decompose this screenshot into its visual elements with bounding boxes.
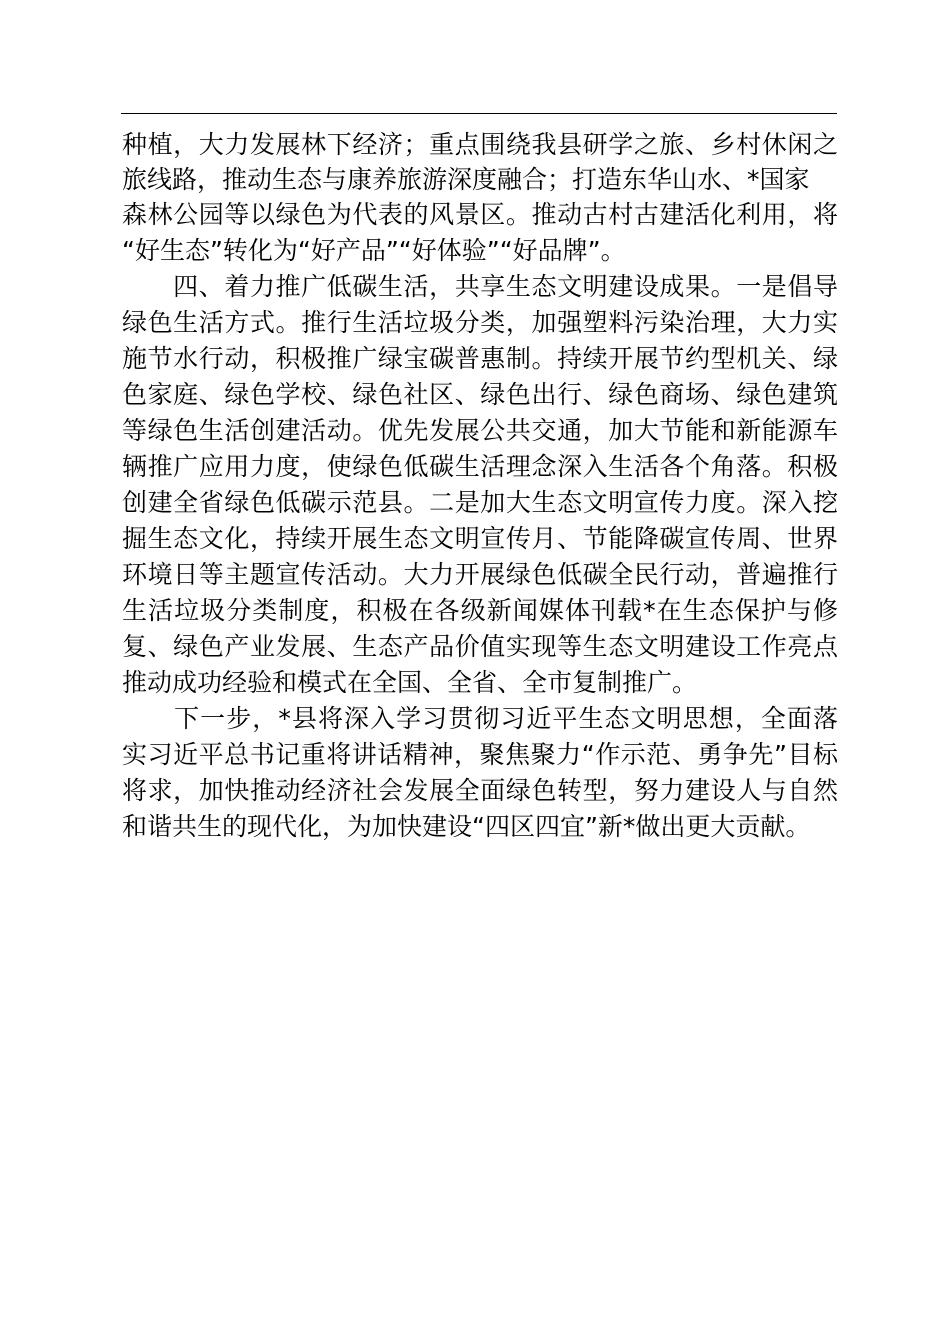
- header-rule: [121, 113, 837, 114]
- body-line: 掘生态文化，持续开展生态文明宣传月、节能降碳宣传周、世界: [122, 524, 838, 553]
- body-line: 环境日等主题宣传活动。大力开展绿色低碳全民行动，普遍推行: [122, 560, 838, 589]
- body-line: 色家庭、绿色学校、绿色社区、绿色出行、绿色商场、绿色建筑: [122, 380, 838, 409]
- body-line: 生活垃圾分类制度，积极在各级新闻媒体刊载*在生态保护与修: [122, 596, 838, 625]
- body-line: 森林公园等以绿色为代表的风景区。推动古村古建活化利用，将: [122, 200, 838, 229]
- body-line: 创建全省绿色低碳示范县。二是加大生态文明宣传力度。深入挖: [122, 488, 838, 517]
- body-line: 推动成功经验和模式在全国、全省、全市复制推广。: [122, 668, 698, 697]
- body-line: 复、绿色产业发展、生态产品价值实现等生态文明建设工作亮点: [122, 632, 838, 661]
- body-line: 等绿色生活创建活动。优先发展公共交通，加大节能和新能源车: [122, 416, 838, 445]
- body-line: 四、着力推广低碳生活，共享生态文明建设成果。一是倡导: [122, 272, 838, 301]
- body-line: 种植，大力发展林下经济；重点围绕我县研学之旅、乡村休闲之: [122, 130, 838, 159]
- body-line: 绿色生活方式。推行生活垃圾分类，加强塑料污染治理，大力实: [122, 308, 838, 337]
- body-line: 辆推广应用力度，使绿色低碳生活理念深入生活各个角落。积极: [122, 452, 838, 481]
- body-line: 旅线路，推动生态与康养旅游深度融合；打造东华山水、*国家: [122, 165, 810, 194]
- body-line: 将求，加快推动经济社会发展全面绿色转型，努力建设人与自然: [122, 776, 838, 805]
- body-line: “好生态”转化为“好产品”“好体验”“好品牌”。: [122, 236, 626, 265]
- body-line: 和谐共生的现代化，为加快建设“四区四宜”新*做出更大贡献。: [122, 812, 811, 841]
- body-line: 下一步，*县将深入学习贯彻习近平生态文明思想，全面落: [122, 704, 838, 733]
- body-line: 实习近平总书记重将讲话精神，聚焦聚力“作示范、勇争先”目标: [122, 740, 838, 769]
- body-line: 施节水行动，积极推广绿宝碳普惠制。持续开展节约型机关、绿: [122, 344, 838, 373]
